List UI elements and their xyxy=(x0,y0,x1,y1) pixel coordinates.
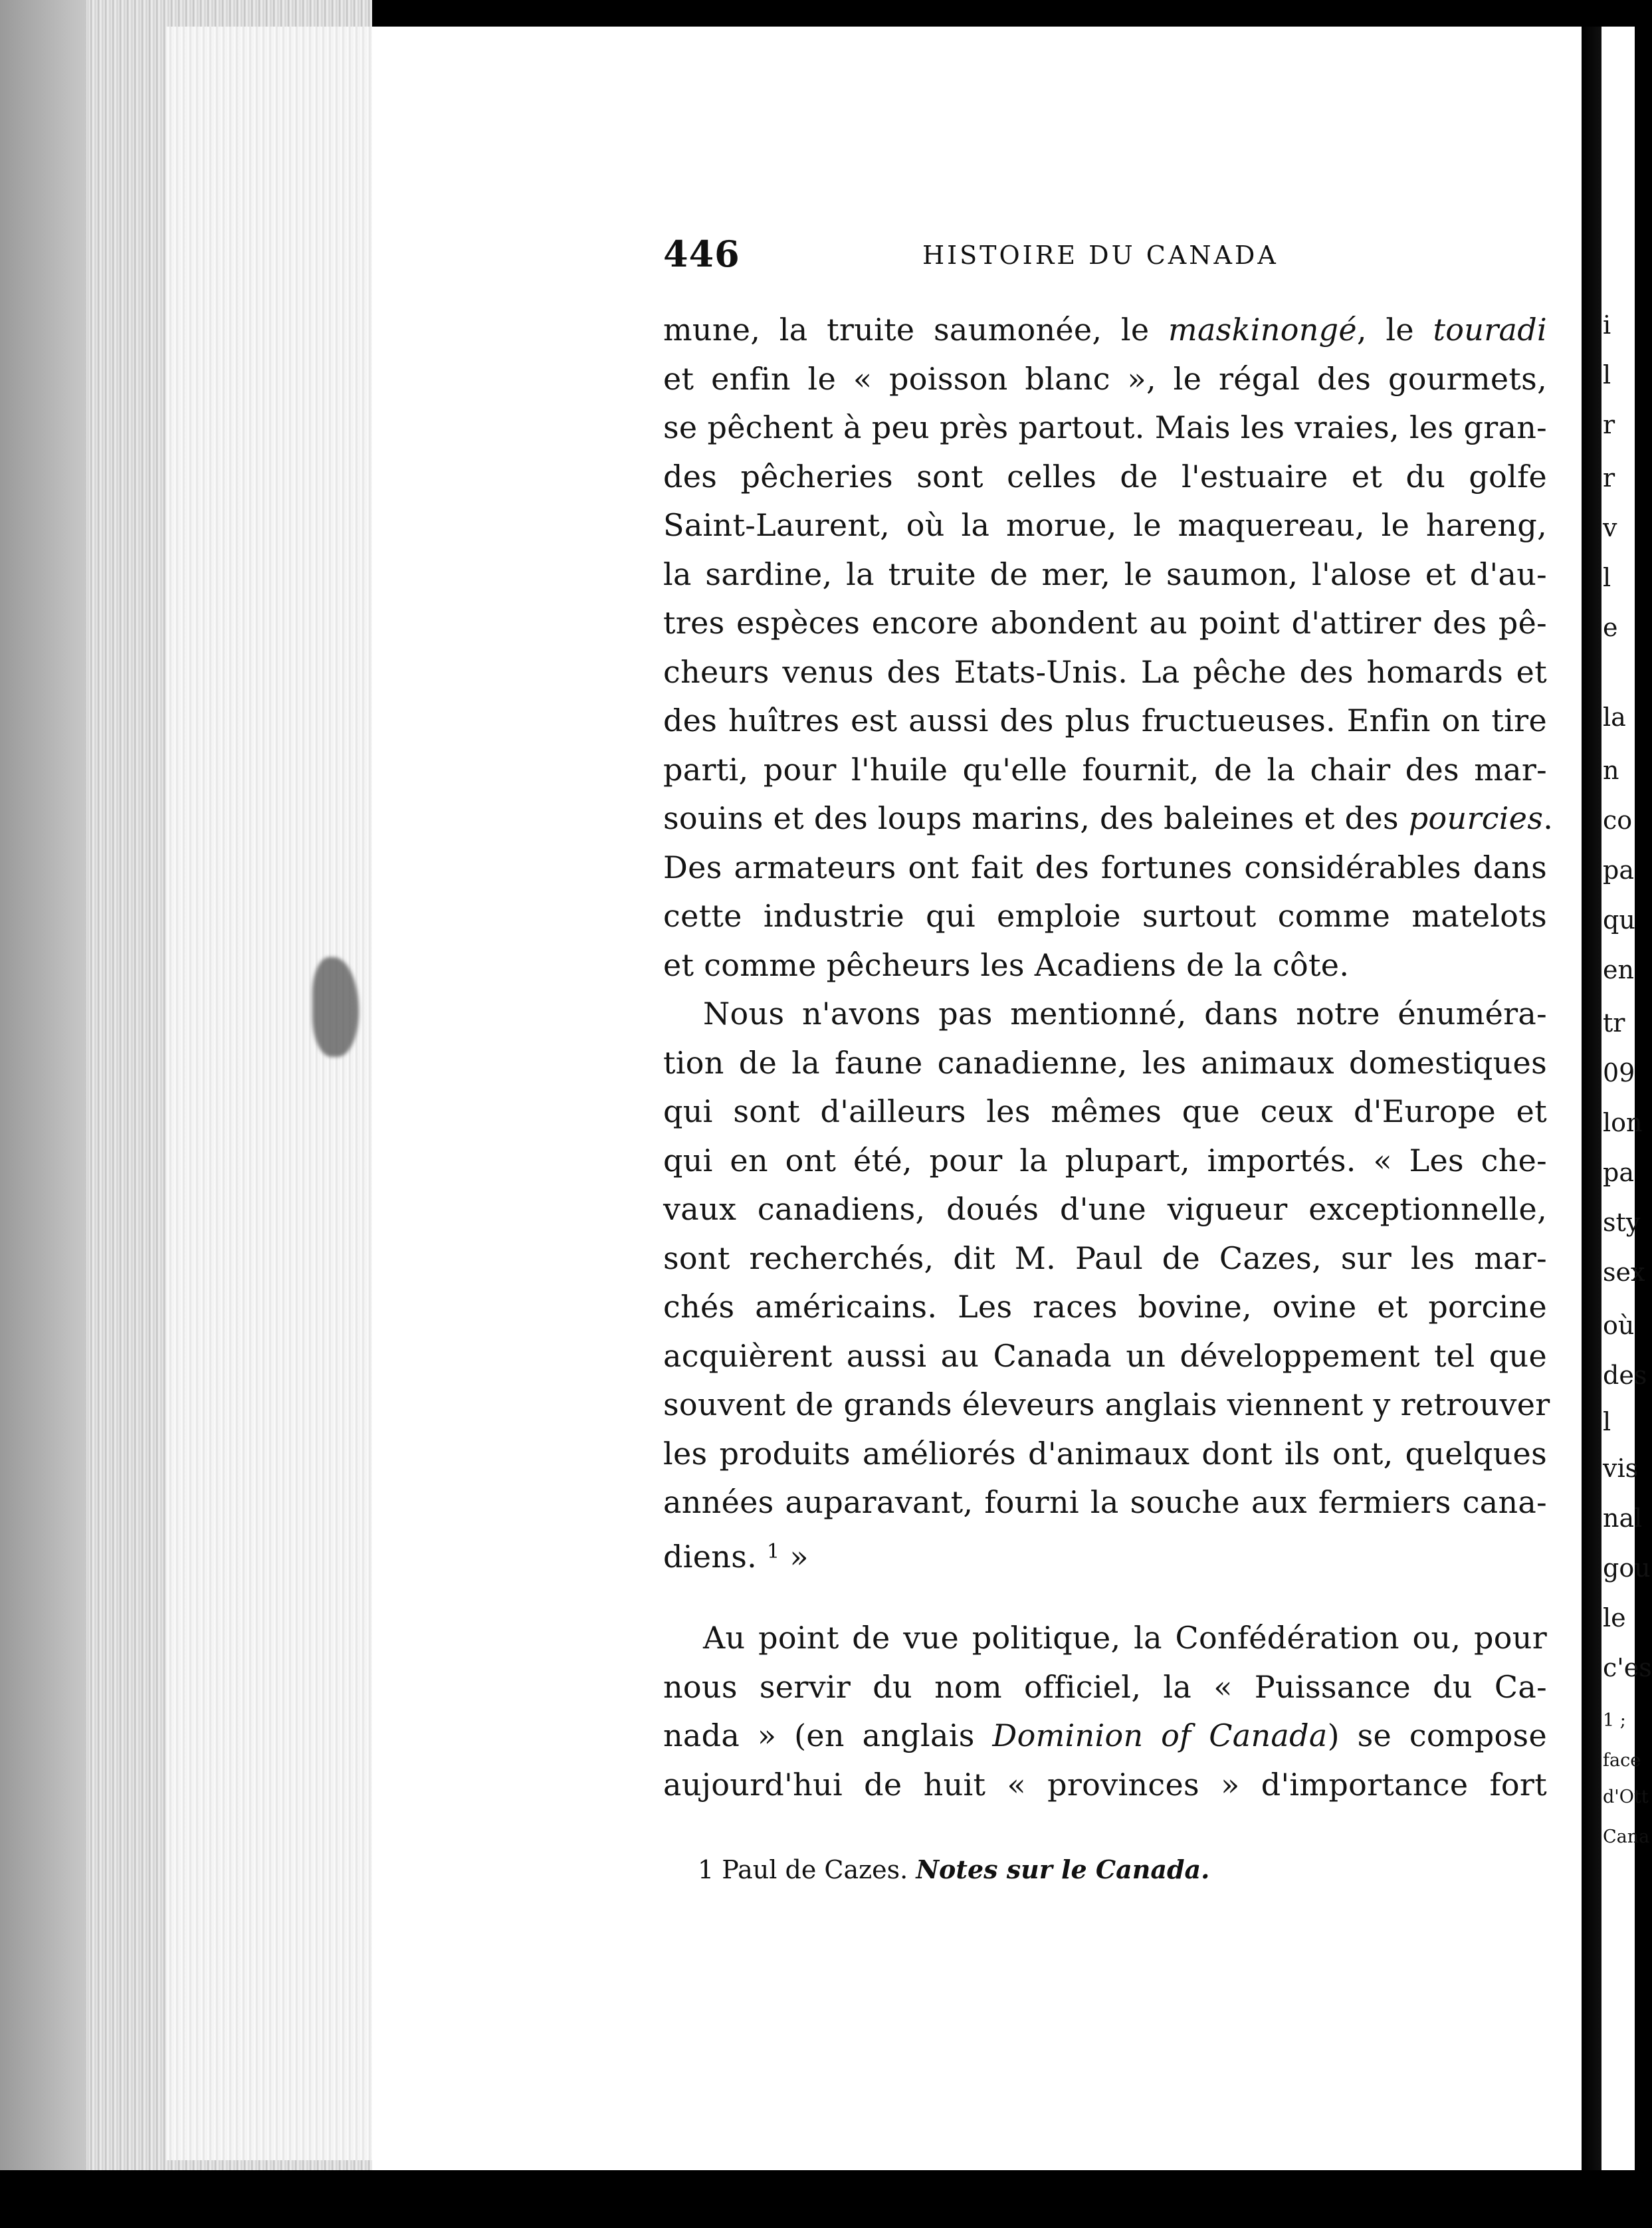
text-line: sont recherchés, dit M. Paul de Cazes, sur les mar- xyxy=(663,1240,1547,1276)
text-line xyxy=(663,648,1547,697)
line-text: mune, la truite saumonée, le xyxy=(663,312,1169,348)
adjacent-page-fragment: où xyxy=(1603,1311,1635,1340)
line-text: cheurs venus des Etats-Unis. La pêche des homards et xyxy=(663,653,1547,690)
adjacent-page-fragment: l xyxy=(1603,563,1611,592)
text-line xyxy=(663,1614,1547,1663)
line-text: nous servir du nom officiel, la « Puissance du Ca- xyxy=(663,1668,1547,1705)
text-line xyxy=(663,403,1547,453)
line-text: et enfin le « poisson blanc », le régal des gourmets, xyxy=(663,360,1547,397)
scan-border-bottom xyxy=(0,2170,1635,2228)
adjacent-page-sliver xyxy=(1601,27,1652,2170)
text-line: acquièrent aussi au Canada un développement tel que xyxy=(663,1337,1547,1374)
text-line xyxy=(663,892,1547,941)
adjacent-page-fragment: qu xyxy=(1603,905,1635,935)
page-number: 446 xyxy=(663,233,740,275)
footnote-author: Paul de Cazes. xyxy=(722,1855,908,1884)
line-text: Au point de vue politique, la Confédération ou, pour xyxy=(703,1620,1547,1656)
line-text: aujourd'hui de huit « provinces » d'importance fort xyxy=(663,1766,1547,1803)
line-text: . xyxy=(1543,800,1554,836)
adjacent-page-fragment: pa xyxy=(1603,1158,1634,1187)
adjacent-page-fragment: nal xyxy=(1603,1504,1643,1533)
paragraph-domestic-animals xyxy=(663,990,1550,1527)
italic-term: pourcies xyxy=(1408,800,1544,836)
adjacent-page-fragment: le xyxy=(1603,1603,1626,1632)
text-line: qui sont d'ailleurs les mêmes que ceux d'Europe et xyxy=(663,1093,1547,1129)
italic-term: touradi xyxy=(1433,312,1547,348)
adjacent-page-fragment: 1 ; xyxy=(1603,1710,1626,1731)
page-block-edges xyxy=(0,0,372,2228)
adjacent-page-fragment: v xyxy=(1603,513,1617,542)
footnote xyxy=(698,1854,1209,1884)
adjacent-page-fragment: Cana xyxy=(1603,1827,1650,1847)
text-line: qui en ont été, pour la plupart, importés. « Les che- xyxy=(663,1142,1547,1178)
line-text: des huîtres est aussi des plus fructueuses. Enfin on tire xyxy=(663,703,1547,738)
paragraph-fauna-fisheries xyxy=(663,306,1554,990)
adjacent-page-fragment: r xyxy=(1603,463,1615,493)
text-line xyxy=(663,1712,1547,1761)
running-title: HISTOIRE DU CANADA xyxy=(922,241,1279,270)
text-line: Nous n'avons pas mentionné, dans notre énuméra- xyxy=(703,996,1547,1032)
adjacent-page-fragment: n xyxy=(1603,756,1619,785)
line-text: nada » (en anglais xyxy=(663,1718,993,1753)
adjacent-page-fragment: sex xyxy=(1603,1258,1645,1287)
adjacent-page-fragment: lon xyxy=(1603,1108,1643,1137)
line-text: tres espèces encore abondent au point d'attirer des pê- xyxy=(663,605,1547,641)
paragraph-politics xyxy=(663,1614,1547,1809)
text-line xyxy=(663,550,1547,600)
line-text: parti, pour l'huile qu'elle fournit, de la chair des mar- xyxy=(663,751,1547,788)
adjacent-page-fragment: tr xyxy=(1603,1008,1625,1038)
adjacent-page-fragment: e xyxy=(1603,613,1618,642)
text-line xyxy=(663,599,1547,648)
section-gap xyxy=(663,1576,1547,1614)
footnote-title: Notes sur le Canada. xyxy=(916,1854,1210,1884)
adjacent-page-fragment: la xyxy=(1603,703,1626,732)
text-line xyxy=(663,501,1547,550)
book-gutter xyxy=(1582,27,1601,2170)
page-block-stack xyxy=(166,27,372,2160)
paragraph-end-text: diens. xyxy=(663,1538,758,1575)
adjacent-page-fragment: l xyxy=(1603,360,1611,390)
line-text: se pêchent à peu près partout. Mais les vraies, les gran- xyxy=(663,409,1547,445)
italic-term: Dominion of Canada xyxy=(992,1718,1328,1753)
line-text: Saint-Laurent, où la morue, le maquereau, le hareng, xyxy=(663,507,1547,543)
line-text: cette industrie qui emploie surtout comme matelots xyxy=(663,898,1547,934)
paragraph-end-line xyxy=(663,1527,1547,1577)
adjacent-page-fragment: co xyxy=(1603,806,1633,835)
footnote-mark: 1 xyxy=(698,1855,714,1884)
line-text: Des armateurs ont fait des fortunes considérables dans xyxy=(663,849,1547,885)
adjacent-page-fragment: pa xyxy=(1603,855,1634,885)
adjacent-page-fragment: des xyxy=(1603,1361,1647,1390)
adjacent-page-fragment: i xyxy=(1603,310,1611,340)
text-line: années auparavant, fourni la souche aux fermiers cana- xyxy=(663,1484,1547,1520)
line-text: ) se compose xyxy=(1327,1718,1547,1753)
text-line xyxy=(663,453,1547,502)
page-header xyxy=(663,233,1547,279)
adjacent-page-fragment: 09 xyxy=(1603,1058,1635,1087)
footnote-reference: 1 xyxy=(766,1539,780,1563)
text-line xyxy=(663,1663,1547,1712)
text-line xyxy=(663,1761,1547,1810)
closing-quote: » xyxy=(789,1538,809,1575)
text-line xyxy=(663,843,1547,893)
text-line xyxy=(663,746,1547,795)
line-text: et comme pêcheurs les Acadiens de la côte. xyxy=(663,947,1350,983)
adjacent-page-fragment: face xyxy=(1603,1750,1641,1771)
line-text: souins et des loups marins, des baleines et des xyxy=(663,800,1409,836)
adjacent-page-fragment: gou xyxy=(1603,1553,1651,1583)
adjacent-page-fragment: d'Ott xyxy=(1603,1787,1649,1807)
adjacent-page-fragment: vis xyxy=(1603,1454,1639,1483)
text-line: vaux canadiens, doués d'une vigueur exceptionnelle, xyxy=(663,1191,1547,1227)
text-line xyxy=(663,306,1547,355)
text-line xyxy=(663,941,1547,990)
body-text xyxy=(663,306,1554,1809)
adjacent-page-fragment: l xyxy=(1603,1407,1611,1436)
page-block-shadow xyxy=(0,0,86,2228)
line-text: des pêcheries sont celles de l'estuaire et du golfe xyxy=(663,458,1547,495)
italic-term: maskinongé xyxy=(1168,312,1357,348)
text-line: chés américains. Les races bovine, ovine et porcine xyxy=(663,1289,1547,1325)
line-text: la sardine, la truite de mer, le saumon, l'alose et d'au- xyxy=(663,556,1547,592)
adjacent-page-fragment: c'es xyxy=(1603,1653,1652,1682)
text-line: tion de la faune canadienne, les animaux domestiques xyxy=(663,1044,1547,1081)
text-line xyxy=(663,794,1554,843)
line-text: , le xyxy=(1356,312,1433,348)
text-line: les produits améliorés d'animaux dont ils ont, quelques xyxy=(663,1435,1547,1472)
text-line xyxy=(663,355,1547,404)
text-line: souvent de grands éleveurs anglais viennent y retrouver xyxy=(663,1387,1550,1422)
adjacent-page-fragment: en xyxy=(1603,955,1634,984)
adjacent-page-fragment: sty xyxy=(1603,1208,1641,1237)
adjacent-page-fragment: r xyxy=(1603,410,1615,439)
text-line xyxy=(663,697,1547,746)
